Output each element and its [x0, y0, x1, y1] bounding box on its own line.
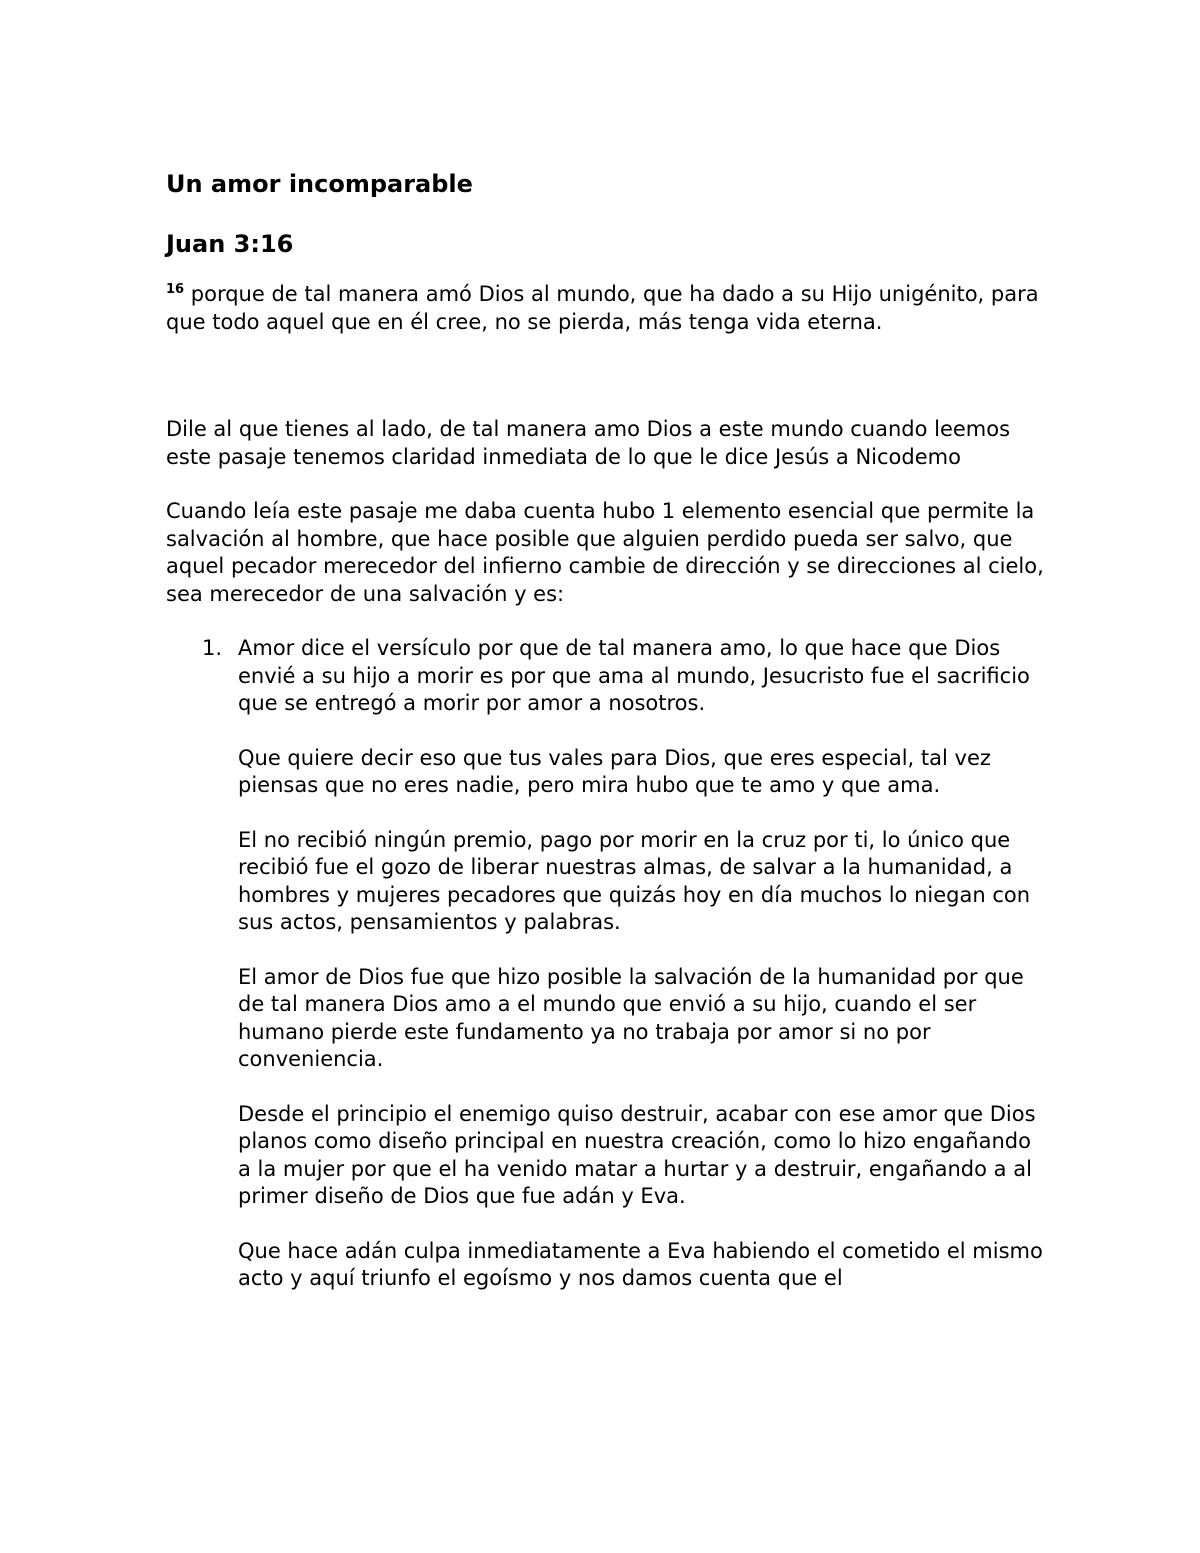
list-number: 1.: [202, 636, 223, 660]
list-paragraph: Que quiere decir eso que tus vales para Dios, que eres especial, tal vez piensas que no eres nadie, pero mira hubo que te amo y que ama.: [238, 745, 991, 797]
list-paragraph: Desde el principio el enemigo quiso destruir, acabar con ese amor que Dios planos como diseño principal en nuestra creación, como lo hizo engañando a la mujer por que el ha venido matar a hurtar y a destruir, engañando a al primer diseño de Dios que fue adán y Eva.: [238, 1101, 1036, 1208]
list-paragraph: El amor de Dios fue que hizo posible la salvación de la humanidad por que de tal manera Dios amo a el mundo que envió a su hijo, cuando el ser humano pierde este fundamento ya no trabaja por amor si no por conveniencia.: [238, 964, 1024, 1071]
document-title: Un amor incomparable: [166, 170, 473, 198]
list-paragraph: Que hace adán culpa inmediatamente a Eva habiendo el cometido el mismo acto y aquí triunfo el egoísmo y nos damos cuenta que el: [238, 1238, 1043, 1290]
scripture-reference: Juan 3:16: [166, 230, 294, 258]
body-paragraph: Dile al que tienes al lado, de tal manera amo Dios a este mundo cuando leemos este pasaje tenemos claridad inmediata de lo que le dice Jesús a Nicodemo: [166, 417, 1011, 469]
verse-paragraph: [166, 280, 1046, 336]
list-paragraph: El no recibió ningún premio, pago por morir en la cruz por ti, lo único que recibió fue el gozo de liberar nuestras almas, de salvar a la humanidad, a hombres y mujeres pecadores que quizás hoy en día muchos lo niegan con sus actos, pensamientos y palabras.: [238, 827, 1031, 934]
body-paragraph: Cuando leía este pasaje me daba cuenta hubo 1 elemento esencial que permite la salvación al hombre, que hace posible que alguien perdido pueda ser salvo, que aquel pecador merecedor del infierno cambie de dirección y se direcciones al cielo, sea merecedor de una salvación y es:: [166, 499, 1044, 606]
verse-text: porque de tal manera amó Dios al mundo, que ha dado a su Hijo unigénito, para que todo aquel que en él cree, no se pierda, más tenga vida eterna.: [166, 282, 1039, 334]
list-paragraph: Amor dice el versículo por que de tal manera amo, lo que hace que Dios envié a su hijo a morir es por que ama al mundo, Jesucristo fue el sacrificio que se entregó a morir por amor a nosotros.: [238, 636, 1030, 715]
document-page: [166, 168, 1046, 1293]
numbered-list-item: [166, 635, 1046, 1293]
verse-number: 16: [166, 282, 185, 297]
